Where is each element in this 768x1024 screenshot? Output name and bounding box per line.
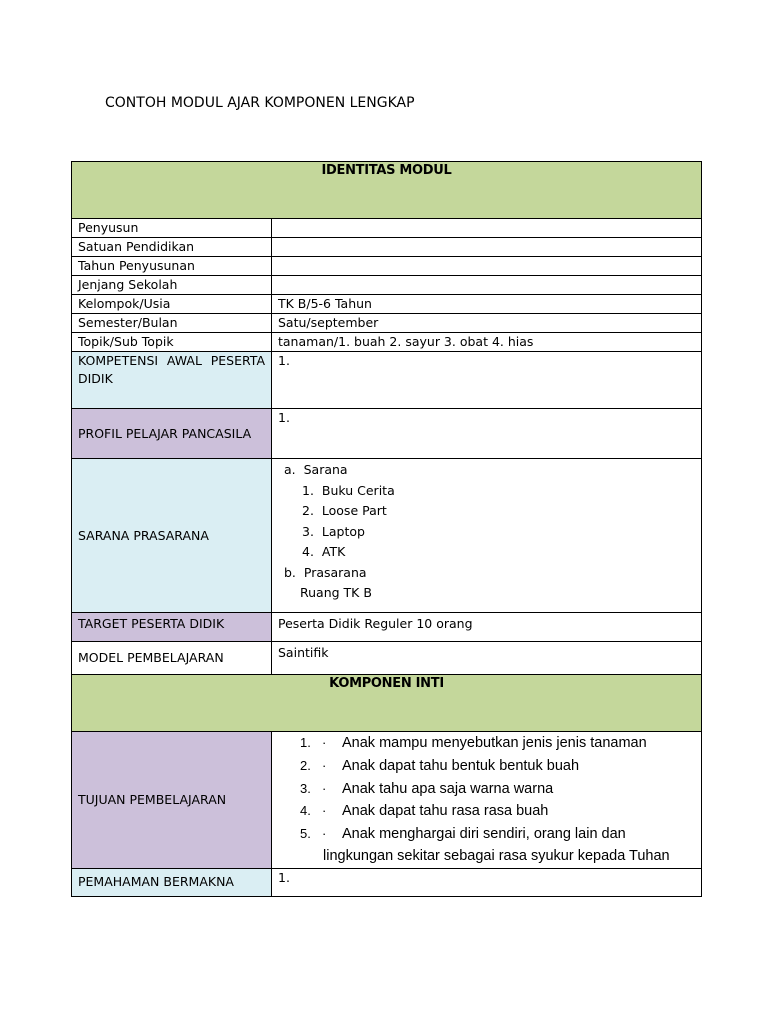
list-text: Buku Cerita — [321, 482, 395, 498]
row-label: Semester/Bulan — [72, 314, 272, 333]
list-item — [278, 755, 695, 778]
list-item — [278, 522, 695, 543]
list-item — [278, 583, 695, 604]
bullet-icon: · — [322, 803, 327, 819]
kompetensi-value: 1. — [272, 352, 702, 409]
model-label: MODEL PEMBELAJARAN — [72, 642, 272, 675]
identitas-header: IDENTITAS MODUL — [72, 162, 702, 219]
inti-header: KOMPONEN INTI — [72, 675, 702, 732]
sarana-row — [72, 459, 702, 613]
row-value: Satu/september — [272, 314, 702, 333]
row-value — [272, 257, 702, 276]
list-text: Ruang TK B — [300, 585, 372, 600]
row-value — [272, 238, 702, 257]
sarana-value — [272, 459, 702, 613]
list-text: Laptop — [321, 523, 365, 539]
list-text: Anak dapat tahu bentuk bentuk buah — [342, 757, 580, 774]
modul-table — [71, 161, 702, 897]
kompetensi-label: KOMPETENSI AWAL PESERTA DIDIK — [72, 352, 272, 409]
list-marker: 2. — [300, 757, 311, 773]
table-row — [72, 219, 702, 238]
list-item — [278, 542, 695, 563]
list-item — [278, 800, 695, 823]
row-label: Kelompok/Usia — [72, 295, 272, 314]
list-marker: 4. — [300, 803, 311, 819]
table-row — [72, 257, 702, 276]
profil-label: PROFIL PELAJAR PANCASILA — [72, 409, 272, 459]
target-label: TARGET PESERTA DIDIK — [72, 613, 272, 642]
table-row — [72, 238, 702, 257]
list-text: Anak mampu menyebutkan jenis jenis tanaman — [342, 735, 647, 751]
list-marker: 1. — [302, 482, 314, 498]
pemahaman-label: PEMAHAMAN BERMAKNA — [72, 868, 272, 896]
document-title: CONTOH MODUL AJAR KOMPONEN LENGKAP — [105, 95, 415, 111]
profil-value: 1. — [272, 409, 702, 459]
table-row — [72, 333, 702, 352]
list-text: Prasarana — [303, 564, 367, 580]
target-value: Peserta Didik Reguler 10 orang — [272, 613, 702, 642]
list-item-continuation: lingkungan sekitar sebagai rasa syukur kepada Tuhan — [323, 847, 670, 864]
pemahaman-value: 1. — [272, 868, 702, 896]
row-label: Satuan Pendidikan — [72, 238, 272, 257]
table-row — [72, 295, 702, 314]
tujuan-label: TUJUAN PEMBELAJARAN — [72, 732, 272, 869]
bullet-icon: · — [322, 735, 327, 750]
row-label: Jenjang Sekolah — [72, 276, 272, 295]
row-label: Topik/Sub Topik — [72, 333, 272, 352]
list-item — [278, 732, 695, 755]
tujuan-value — [272, 732, 702, 869]
tujuan-row — [72, 732, 702, 869]
list-item — [278, 460, 695, 481]
list-marker: 3. — [300, 780, 311, 796]
sarana-label: SARANA PRASARANA — [72, 459, 272, 613]
list-marker: 3. — [302, 523, 314, 539]
row-value — [272, 276, 702, 295]
list-text: Anak tahu apa saja warna warna — [342, 780, 554, 797]
row-label: Penyusun — [72, 219, 272, 238]
bullet-icon: · — [322, 826, 327, 842]
target-row — [72, 613, 702, 642]
row-value — [272, 219, 702, 238]
row-value: tanaman/1. buah 2. sayur 3. obat 4. hias — [272, 333, 702, 352]
list-text: Anak menghargai diri sendiri, orang lain dan — [342, 826, 626, 843]
pemahaman-row — [72, 868, 702, 896]
model-value: Saintifik — [272, 642, 702, 675]
model-row — [72, 642, 702, 675]
list-item — [278, 481, 695, 502]
table-row — [72, 314, 702, 333]
table-row — [72, 276, 702, 295]
list-marker: 1. — [300, 735, 311, 750]
kompetensi-row — [72, 352, 702, 409]
list-marker: 5. — [300, 826, 311, 842]
list-text: Anak dapat tahu rasa rasa buah — [342, 803, 549, 820]
row-value: TK B/5-6 Tahun — [272, 295, 702, 314]
bullet-icon: · — [322, 780, 327, 796]
list-marker: 2. — [302, 503, 314, 518]
list-marker: a. — [284, 462, 296, 477]
bullet-icon: · — [322, 757, 327, 773]
profil-row — [72, 409, 702, 459]
list-item — [278, 501, 695, 522]
list-marker: b. — [284, 564, 296, 580]
list-item — [278, 778, 695, 801]
list-text: Loose Part — [321, 503, 387, 518]
inti-header-row — [72, 675, 702, 732]
list-item — [278, 823, 695, 846]
list-text: ATK — [321, 544, 346, 559]
list-text: Sarana — [303, 462, 348, 477]
row-label: Tahun Penyusunan — [72, 257, 272, 276]
list-item — [278, 563, 695, 584]
list-marker: 4. — [302, 544, 314, 559]
identitas-header-row — [72, 162, 702, 219]
